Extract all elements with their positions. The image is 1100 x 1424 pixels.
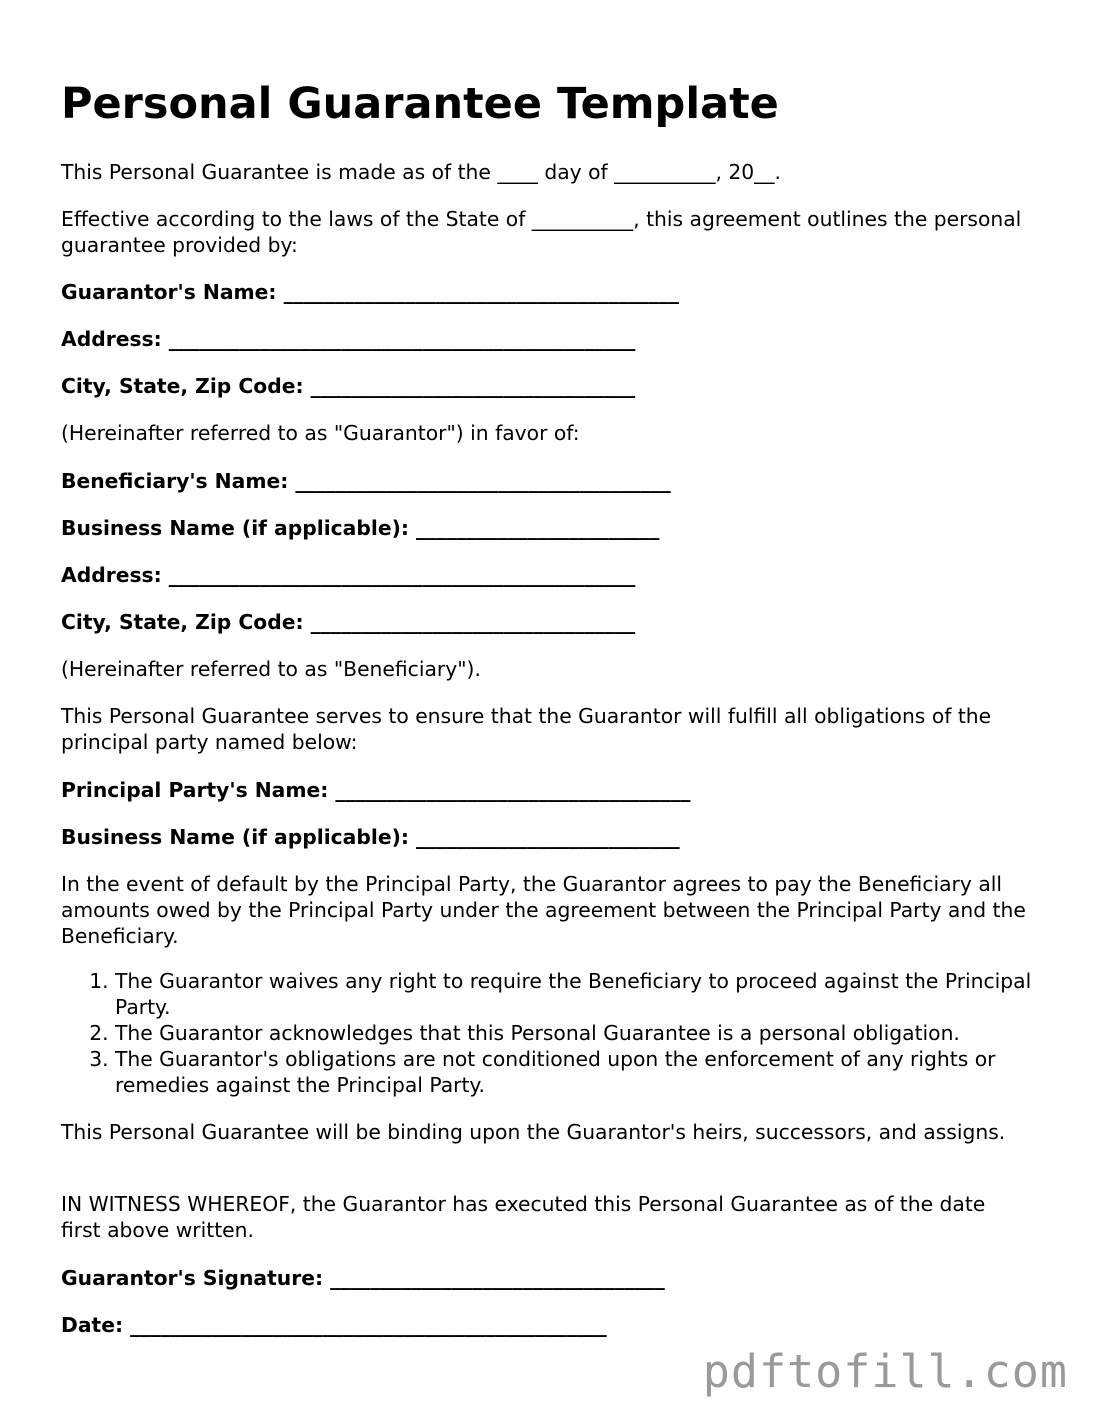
principal-business-field[interactable]: Business Name (if applicable): __________________________ <box>61 825 680 849</box>
beneficiary-name-field[interactable]: Beneficiary's Name: _____________________________________ <box>61 469 671 493</box>
beneficiary-reference: (Hereinafter referred to as "Beneficiary"). <box>61 657 481 681</box>
terms-list <box>61 968 1035 1098</box>
list-item: 3. The Guarantor's obligations are not conditioned upon the enforcement of any rights or remedies against the Principal Party. <box>115 1046 1035 1098</box>
signature-field[interactable]: Guarantor's Signature: _________________________________ <box>61 1266 665 1290</box>
guarantor-city-field[interactable]: City, State, Zip Code: ________________________________ <box>61 374 636 398</box>
effective-line: Effective according to the laws of the State of __________, this agreement outlines the personal guarantee provided by: <box>61 207 1022 257</box>
date-field[interactable]: Date: _______________________________________________ <box>61 1313 607 1337</box>
guarantor-address-field[interactable]: Address: ______________________________________________ <box>61 327 636 351</box>
intro-date-line: This Personal Guarantee is made as of the ____ day of __________, 20__. <box>61 160 781 184</box>
beneficiary-address-field[interactable]: Address: ______________________________________________ <box>61 563 636 587</box>
list-item: 2. The Guarantor acknowledges that this Personal Guarantee is a personal obligation. <box>115 1020 1035 1046</box>
principal-name-field[interactable]: Principal Party's Name: ___________________________________ <box>61 778 691 802</box>
guarantor-reference: (Hereinafter referred to as "Guarantor") in favor of: <box>61 421 580 445</box>
purpose-paragraph: This Personal Guarantee serves to ensure that the Guarantor will fulfill all obligations of the principal party named below: <box>61 704 992 754</box>
list-item: 1. The Guarantor waives any right to require the Beneficiary to proceed against the Principal Party. <box>115 968 1035 1020</box>
default-paragraph: In the event of default by the Principal Party, the Guarantor agrees to pay the Beneficiary all amounts owed by the Principal Party under the agreement between the Principal Party and the Beneficiary. <box>61 872 1026 948</box>
witness-paragraph: IN WITNESS WHEREOF, the Guarantor has executed this Personal Guarantee as of the date first above written. <box>61 1192 986 1242</box>
binding-paragraph: This Personal Guarantee will be binding upon the Guarantor's heirs, successors, and assigns. <box>61 1120 1006 1144</box>
guarantor-name-field[interactable]: Guarantor's Name: _______________________________________ <box>61 280 680 304</box>
watermark: pdftofill.com <box>702 1345 1068 1398</box>
beneficiary-business-field[interactable]: Business Name (if applicable): ________________________ <box>61 516 660 540</box>
beneficiary-city-field[interactable]: City, State, Zip Code: ________________________________ <box>61 610 636 634</box>
document-title: Personal Guarantee Template <box>61 79 779 129</box>
